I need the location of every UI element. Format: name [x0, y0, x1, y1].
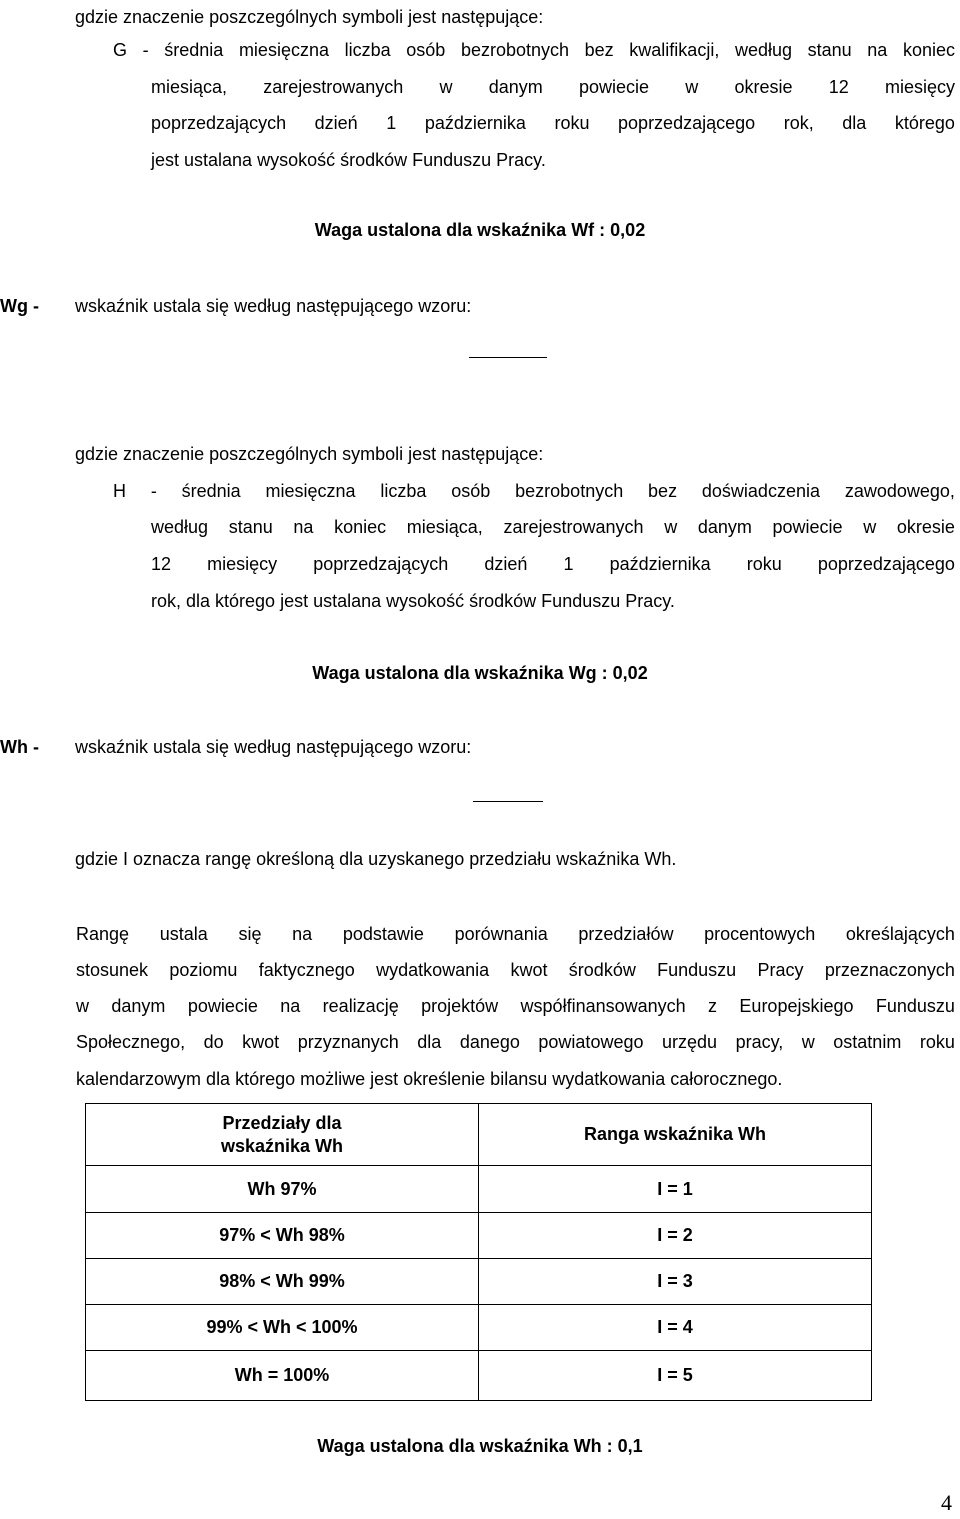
definition-h-line-4: rok, dla którego jest ustalana wysokość środków Funduszu Pracy.	[151, 591, 675, 611]
rank-paragraph-line-2: stosunek poziomu faktycznego wydatkowania kwot środków Funduszu Pracy przeznaczonych	[76, 960, 955, 980]
range-cell: Wh = 100%	[86, 1351, 479, 1401]
range-cell: Wh 97%	[86, 1166, 479, 1213]
header-range	[86, 1104, 479, 1166]
wg-formula-fraction-bar	[469, 357, 547, 358]
definition-h-line-2: według stanu na koniec miesiąca, zarejestrowanych w danym powiecie w okresie	[151, 517, 955, 537]
rank-paragraph-line-4: Społecznego, do kwot przyznanych dla danego powiatowego urzędu pracy, w ostatnim roku	[76, 1032, 955, 1052]
header-range-line-1: Przedziały dla	[222, 1112, 342, 1133]
wh-note: gdzie I oznacza rangę określoną dla uzyskanego przedziału wskaźnika Wh.	[75, 849, 677, 869]
header-rank: Ranga wskaźnika Wh	[479, 1104, 872, 1166]
header-range-line-2: wskaźnika Wh	[220, 1135, 344, 1156]
range-cell: 97% < Wh 98%	[86, 1213, 479, 1259]
weight-wh: Waga ustalona dla wskaźnika Wh : 0,1	[317, 1436, 643, 1456]
weight-wf: Waga ustalona dla wskaźnika Wf : 0,02	[314, 220, 646, 240]
table-row	[86, 1213, 872, 1259]
table-row	[86, 1259, 872, 1305]
table-row	[86, 1166, 872, 1213]
wh-label: Wh -	[0, 737, 39, 757]
weight-wg: Waga ustalona dla wskaźnika Wg : 0,02	[312, 663, 648, 683]
range-cell: 99% < Wh < 100%	[86, 1305, 479, 1351]
wh-text: wskaźnik ustala się według następującego wzoru:	[75, 737, 472, 757]
wh-rank-table	[85, 1103, 872, 1401]
wg-label: Wg -	[0, 296, 39, 316]
symbols-intro-wg: gdzie znaczenie poszczególnych symboli jest następujące:	[75, 444, 544, 464]
symbols-intro-g: gdzie znaczenie poszczególnych symboli jest następujące:	[75, 7, 544, 27]
rank-paragraph-line-1: Rangę ustala się na podstawie porównania przedziałów procentowych określających	[76, 924, 955, 944]
definition-h-line-1: H - średnia miesięczna liczba osób bezrobotnych bez doświadczenia zawodowego,	[113, 481, 955, 501]
rank-cell: I = 2	[479, 1213, 872, 1259]
rank-cell: I = 3	[479, 1259, 872, 1305]
rank-cell: I = 4	[479, 1305, 872, 1351]
table-row	[86, 1351, 872, 1401]
page-number: 4	[941, 1490, 952, 1515]
table-row	[86, 1305, 872, 1351]
definition-g-line-4: jest ustalana wysokość środków Funduszu Pracy.	[151, 150, 546, 170]
definition-g-line-3: poprzedzających dzień 1 października roku poprzedzającego rok, dla którego	[151, 113, 955, 133]
wg-text: wskaźnik ustala się według następującego wzoru:	[75, 296, 472, 316]
rank-paragraph-line-3: w danym powiecie na realizację projektów współfinansowanych z Europejskiego Funduszu	[76, 996, 955, 1016]
range-cell: 98% < Wh 99%	[86, 1259, 479, 1305]
wh-formula-fraction-bar	[473, 801, 543, 802]
definition-h-line-3: 12 miesięcy poprzedzających dzień 1 października roku poprzedzającego	[151, 554, 955, 574]
rank-cell: I = 1	[479, 1166, 872, 1213]
definition-g-line-2: miesiąca, zarejestrowanych w danym powiecie w okresie 12 miesięcy	[151, 77, 955, 97]
definition-g-line-1: G - średnia miesięczna liczba osób bezrobotnych bez kwalifikacji, według stanu na koniec	[113, 40, 955, 60]
rank-paragraph-line-5: kalendarzowym dla którego możliwe jest określenie bilansu wydatkowania całorocznego.	[76, 1069, 783, 1089]
rank-cell: I = 5	[479, 1351, 872, 1401]
